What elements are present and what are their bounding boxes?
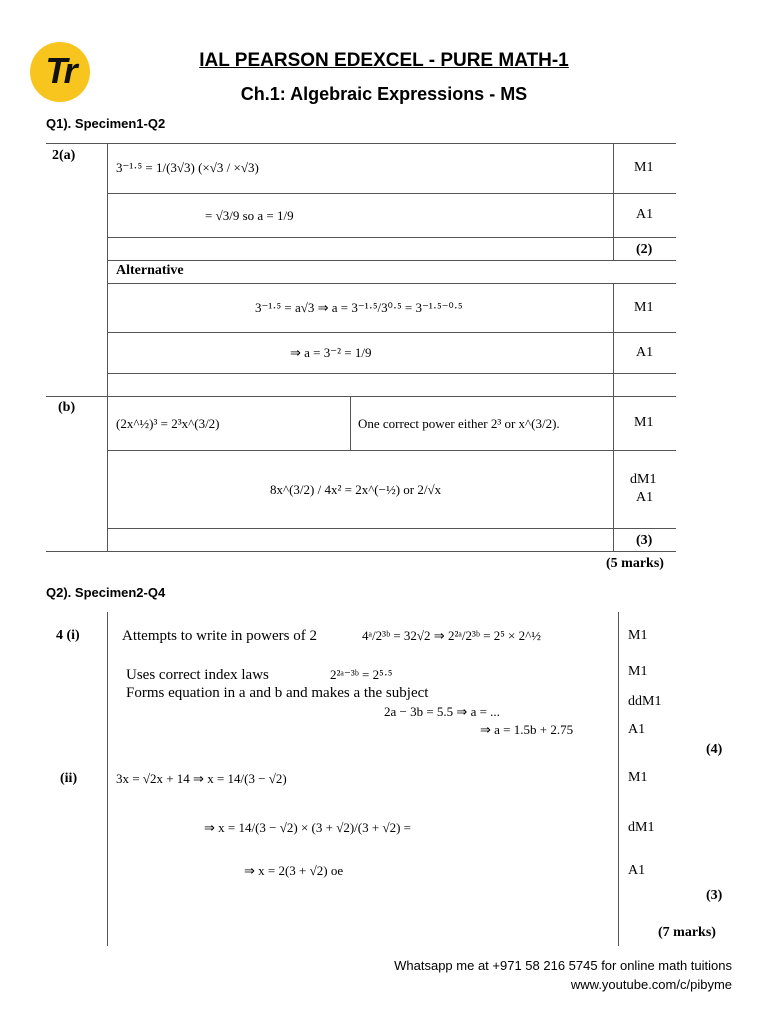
- q1-mark-3: (2): [636, 242, 653, 257]
- q2-label: Q2). Specimen2-Q4: [46, 585, 166, 600]
- q2-i-eq-2: 2²ᵃ⁻³ᵇ = 2⁵·⁵: [330, 667, 393, 682]
- q1-mark-4: M1: [634, 300, 654, 315]
- q2-mark-4: A1: [628, 722, 646, 737]
- q1-mark-8: A1: [636, 490, 654, 505]
- q1-alt-work-2: ⇒ a = 3⁻² = 1/9: [290, 345, 372, 360]
- q1-b-note: One correct power either 2³ or x^(3/2).: [358, 416, 560, 431]
- q1-part-b-label: (b): [58, 400, 76, 415]
- q1-mark-7: dM1: [630, 472, 657, 487]
- document-title: IAL PEARSON EDEXCEL - PURE MATH-1: [199, 50, 569, 71]
- q2-i-line-1: Attempts to write in powers of 2: [122, 628, 317, 644]
- q2-mark-7: dM1: [628, 820, 655, 835]
- q2-ii-eq-1: 3x = √2x + 14 ⇒ x = 14/(3 − √2): [116, 771, 287, 786]
- q1-total-marks: (5 marks): [606, 556, 664, 571]
- q1-alternative-label: Alternative: [116, 263, 184, 278]
- q1-mark-2: A1: [636, 207, 654, 222]
- footer-whatsapp: Whatsapp me at +971 58 216 5745 for online math tuitions: [394, 958, 732, 973]
- q2-mark-8: A1: [628, 863, 646, 878]
- q1-part-a-label: 2(a): [52, 148, 76, 163]
- q1-b-work-1: (2x^½)³ = 2³x^(3/2): [116, 416, 220, 431]
- q2-ii-eq-3: ⇒ x = 2(3 + √2) oe: [244, 863, 344, 878]
- q2-i-eq-3: 2a − 3b = 5.5 ⇒ a = ...: [384, 704, 500, 719]
- q2-mark-2: M1: [628, 664, 648, 679]
- q2-i-eq-1: 4ᵃ/2³ᵇ = 32√2 ⇒ 2²ᵃ/2³ᵇ = 2⁵ × 2^½: [362, 628, 541, 643]
- q1-b-work-2: 8x^(3/2) / 4x² = 2x^(−½) or 2/√x: [270, 482, 442, 497]
- q2-i-line-2: Uses correct index laws: [126, 667, 269, 683]
- q1-label: Q1). Specimen1-Q2: [46, 116, 166, 131]
- q2-i-line-3: Forms equation in a and b and makes a the subject: [126, 685, 429, 701]
- q1-mark-1: M1: [634, 160, 654, 175]
- q1-a-work-2: = √3/9 so a = 1/9: [205, 208, 294, 223]
- q2-mark-3: ddM1: [628, 694, 662, 709]
- q1-a-work-1: 3⁻¹·⁵ = 1/(3√3) (×√3 / ×√3): [116, 160, 259, 175]
- q2-mark-9: (3): [706, 888, 723, 903]
- q1-mark-6: M1: [634, 415, 654, 430]
- q2-part-ii-label: (ii): [60, 771, 78, 786]
- q2-i-eq-4: ⇒ a = 1.5b + 2.75: [480, 722, 574, 737]
- q2-part-i-label: 4 (i): [56, 628, 80, 643]
- q2-total-marks: (7 marks): [658, 925, 716, 940]
- q1-mark-9: (3): [636, 533, 653, 548]
- q2-mark-1: M1: [628, 628, 648, 643]
- document-subtitle: Ch.1: Algebraic Expressions - MS: [240, 84, 528, 104]
- q1-alt-work-1: 3⁻¹·⁵ = a√3 ⇒ a = 3⁻¹·⁵/3⁰·⁵ = 3⁻¹·⁵⁻⁰·⁵: [255, 300, 463, 315]
- q2-mark-6: M1: [628, 770, 648, 785]
- q1-mark-5: A1: [636, 345, 654, 360]
- logo-text: Tr: [45, 50, 75, 91]
- footer-youtube-link[interactable]: www.youtube.com/c/pibyme: [570, 977, 732, 992]
- q2-ii-eq-2: ⇒ x = 14/(3 − √2) × (3 + √2)/(3 + √2) =: [204, 820, 411, 835]
- q2-mark-5: (4): [706, 742, 723, 757]
